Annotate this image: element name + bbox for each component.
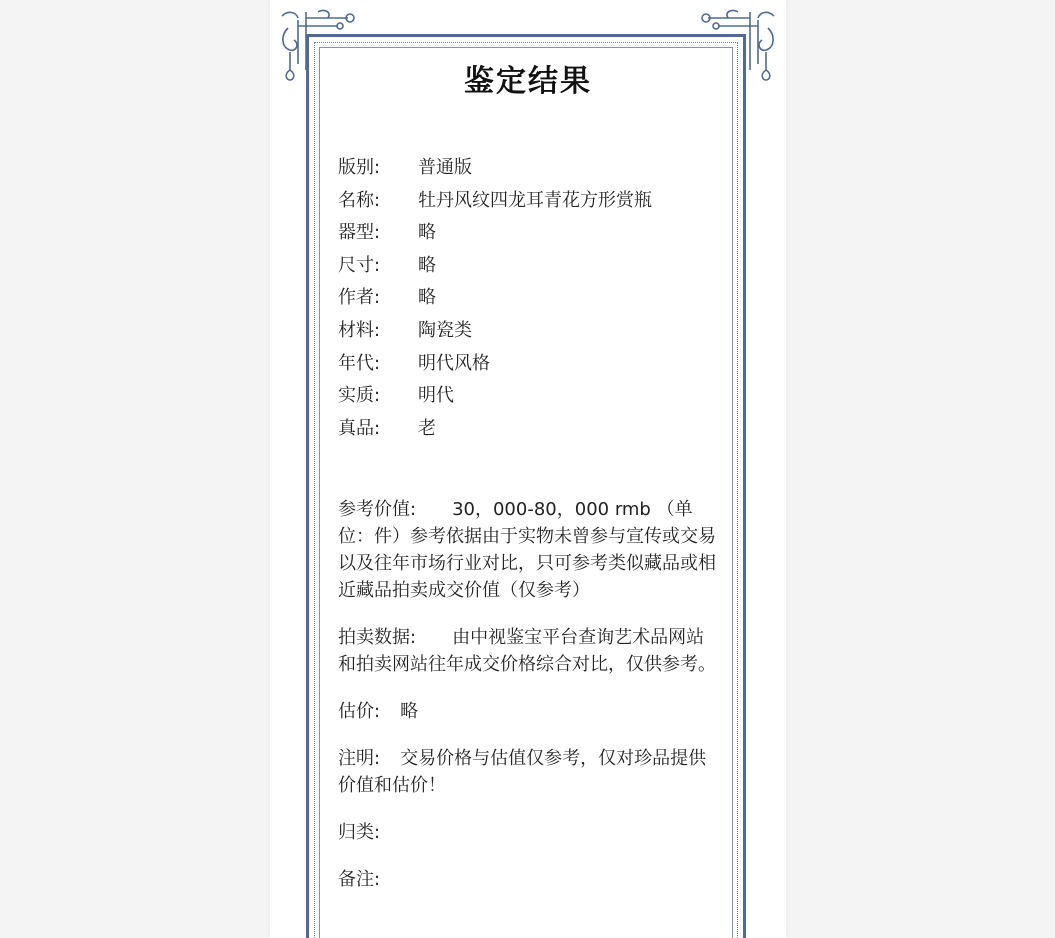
- field-row-name: [338, 185, 728, 218]
- field-label: 名称:: [338, 189, 381, 211]
- field-label: 真品:: [338, 417, 381, 439]
- field-label: 作者:: [338, 287, 381, 309]
- field-row-material: [338, 315, 728, 348]
- estimate-text: 略: [400, 701, 419, 722]
- field-row-essence: [338, 380, 728, 413]
- page-title: 鉴定结果: [464, 64, 592, 99]
- field-row-authentic: [338, 413, 728, 446]
- field-value: 牡丹风纹四龙耳青花方形赏瓶: [418, 189, 652, 211]
- auction-data-label: 拍卖数据:: [338, 627, 417, 648]
- reference-value-paragraph: [338, 496, 721, 604]
- remark-label: 备注:: [338, 869, 381, 890]
- category-paragraph: [338, 819, 721, 846]
- field-row-size: [338, 250, 728, 283]
- field-row-edition: [338, 152, 728, 185]
- remark-paragraph: [338, 866, 721, 893]
- field-row-author: [338, 282, 728, 315]
- field-list: [338, 152, 728, 445]
- note-text: 交易价格与估值仅参考，仅对珍品提供价值和估价！: [338, 748, 707, 796]
- estimate-paragraph: [338, 698, 721, 725]
- field-label: 实质:: [338, 385, 381, 407]
- field-value: 略: [418, 222, 436, 244]
- field-row-shape: [338, 217, 728, 250]
- field-value: 普通版: [418, 157, 472, 178]
- estimate-label: 估价:: [338, 701, 381, 722]
- field-label: 版别:: [338, 157, 381, 178]
- field-label: 年代:: [338, 352, 381, 374]
- field-label: 器型:: [338, 222, 381, 244]
- reference-value-label: 参考价值:: [338, 499, 417, 520]
- reference-value-text: 30，000-80，000 rmb （单位：件）参考依据由于实物未曾参与宣传或交易以及往年市场行业对比，只可参考类似藏品或相近藏品拍卖成交价值（仅参考）: [338, 499, 716, 601]
- auction-data-paragraph: [338, 624, 721, 678]
- certificate-page: [270, 0, 786, 938]
- category-label: 归类:: [338, 822, 381, 843]
- field-value: 略: [418, 254, 436, 276]
- detail-paragraphs: [338, 496, 721, 913]
- field-value: 陶瓷类: [418, 319, 472, 341]
- field-row-era: [338, 348, 728, 381]
- note-paragraph: [338, 745, 721, 799]
- field-value: 略: [418, 287, 436, 309]
- auction-data-text: 由中视鉴宝平台查询艺术品网站和拍卖网站往年成交价格综合对比，仅供参考。: [338, 627, 716, 675]
- field-value: 老: [418, 417, 436, 439]
- field-label: 材料:: [338, 319, 381, 341]
- field-label: 尺寸:: [338, 254, 381, 276]
- field-value: 明代风格: [418, 352, 490, 374]
- note-label: 注明:: [338, 748, 381, 769]
- field-value: 明代: [418, 385, 454, 407]
